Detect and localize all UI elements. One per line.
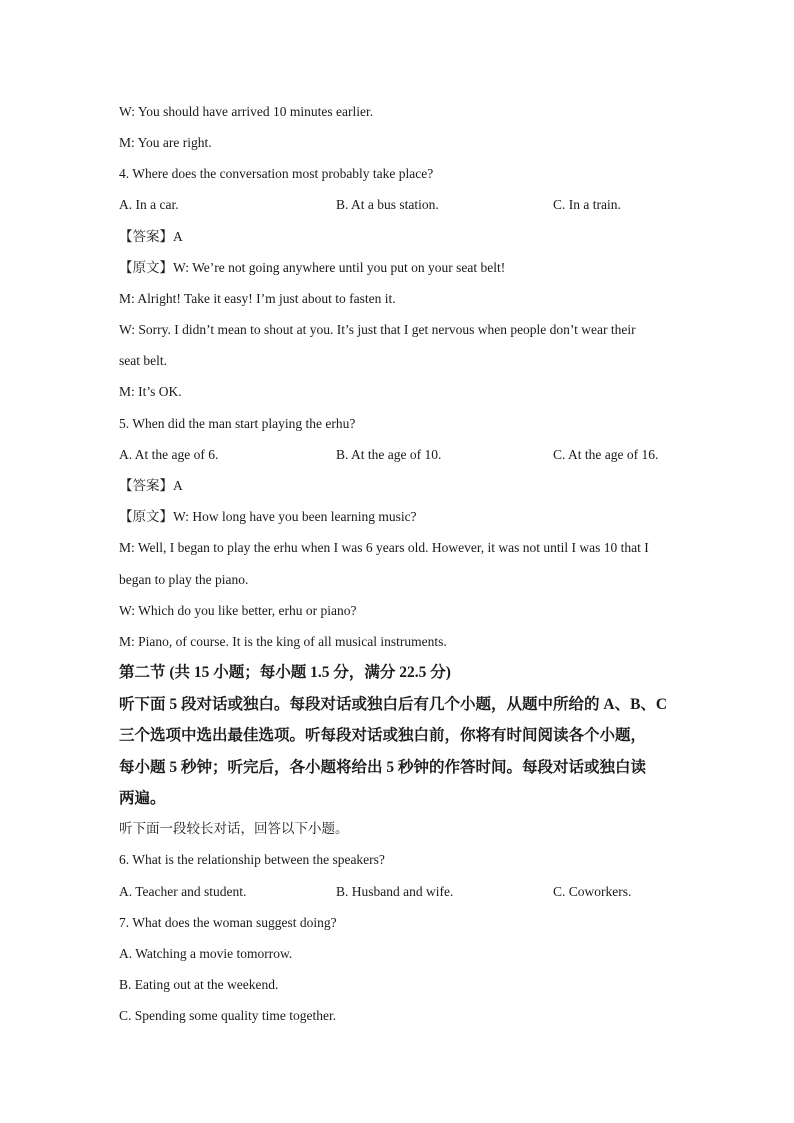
dialogue-line: W: You should have arrived 10 minutes earlier. xyxy=(119,104,374,119)
section-heading: 第二节 (共 15 小题；每小题 1.5 分，满分 22.5 分) xyxy=(119,664,451,681)
answer-5: 【答案】A xyxy=(119,478,183,493)
transcript-line: M: Alright! Take it easy! I’m just about to fasten it. xyxy=(119,291,396,306)
transcript-line: M: Well, I began to play the erhu when I was 6 years old. However, it was not until I was 10 that I xyxy=(119,540,649,555)
instruction-line: 三个选项中选出最佳选项。听每段对话或独白前，你将有时间阅读各个小题， xyxy=(119,727,647,744)
transcript-line: W: Sorry. I didn’t mean to shout at you. It’s just that I get nervous when people don’t wear their xyxy=(119,322,636,337)
transcript-line: W: Which do you like better, erhu or piano? xyxy=(119,603,357,618)
option-4c: C. In a train. xyxy=(553,197,621,212)
option-5c: C. At the age of 16. xyxy=(553,447,659,462)
question-6: 6. What is the relationship between the speakers? xyxy=(119,852,385,867)
instruction-line: 听下面 5 段对话或独白。每段对话或独白后有几个小题，从题中所给的 A、B、C xyxy=(119,696,668,713)
transcript-line: M: Piano, of course. It is the king of all musical instruments. xyxy=(119,634,447,649)
transcript-line: began to play the piano. xyxy=(119,572,249,587)
answer-4: 【答案】A xyxy=(119,229,183,244)
question-5: 5. When did the man start playing the erhu? xyxy=(119,416,356,431)
transcript-line: 【原文】W: How long have you been learning music? xyxy=(119,509,417,524)
question-4: 4. Where does the conversation most probably take place? xyxy=(119,166,434,181)
option-4b: B. At a bus station. xyxy=(336,197,439,212)
option-6b: B. Husband and wife. xyxy=(336,884,454,899)
question-7: 7. What does the woman suggest doing? xyxy=(119,915,337,930)
option-7b: B. Eating out at the weekend. xyxy=(119,977,279,992)
listen-prompt: 听下面一段较长对话，回答以下小题。 xyxy=(119,821,349,836)
option-5b: B. At the age of 10. xyxy=(336,447,442,462)
option-6c: C. Coworkers. xyxy=(553,884,632,899)
transcript-line: seat belt. xyxy=(119,353,167,368)
instruction-line: 每小题 5 秒钟；听完后，各小题将给出 5 秒钟的作答时间。每段对话或独白读 xyxy=(119,759,647,776)
option-6a: A. Teacher and student. xyxy=(119,884,247,899)
option-7a: A. Watching a movie tomorrow. xyxy=(119,946,293,961)
transcript-line: M: It’s OK. xyxy=(119,384,182,399)
dialogue-line: M: You are right. xyxy=(119,135,212,150)
transcript-line: 【原文】W: We’re not going anywhere until you put on your seat belt! xyxy=(119,260,506,275)
instruction-line: 两遍。 xyxy=(119,790,166,807)
option-7c: C. Spending some quality time together. xyxy=(119,1008,337,1023)
option-4a: A. In a car. xyxy=(119,197,179,212)
option-5a: A. At the age of 6. xyxy=(119,447,219,462)
